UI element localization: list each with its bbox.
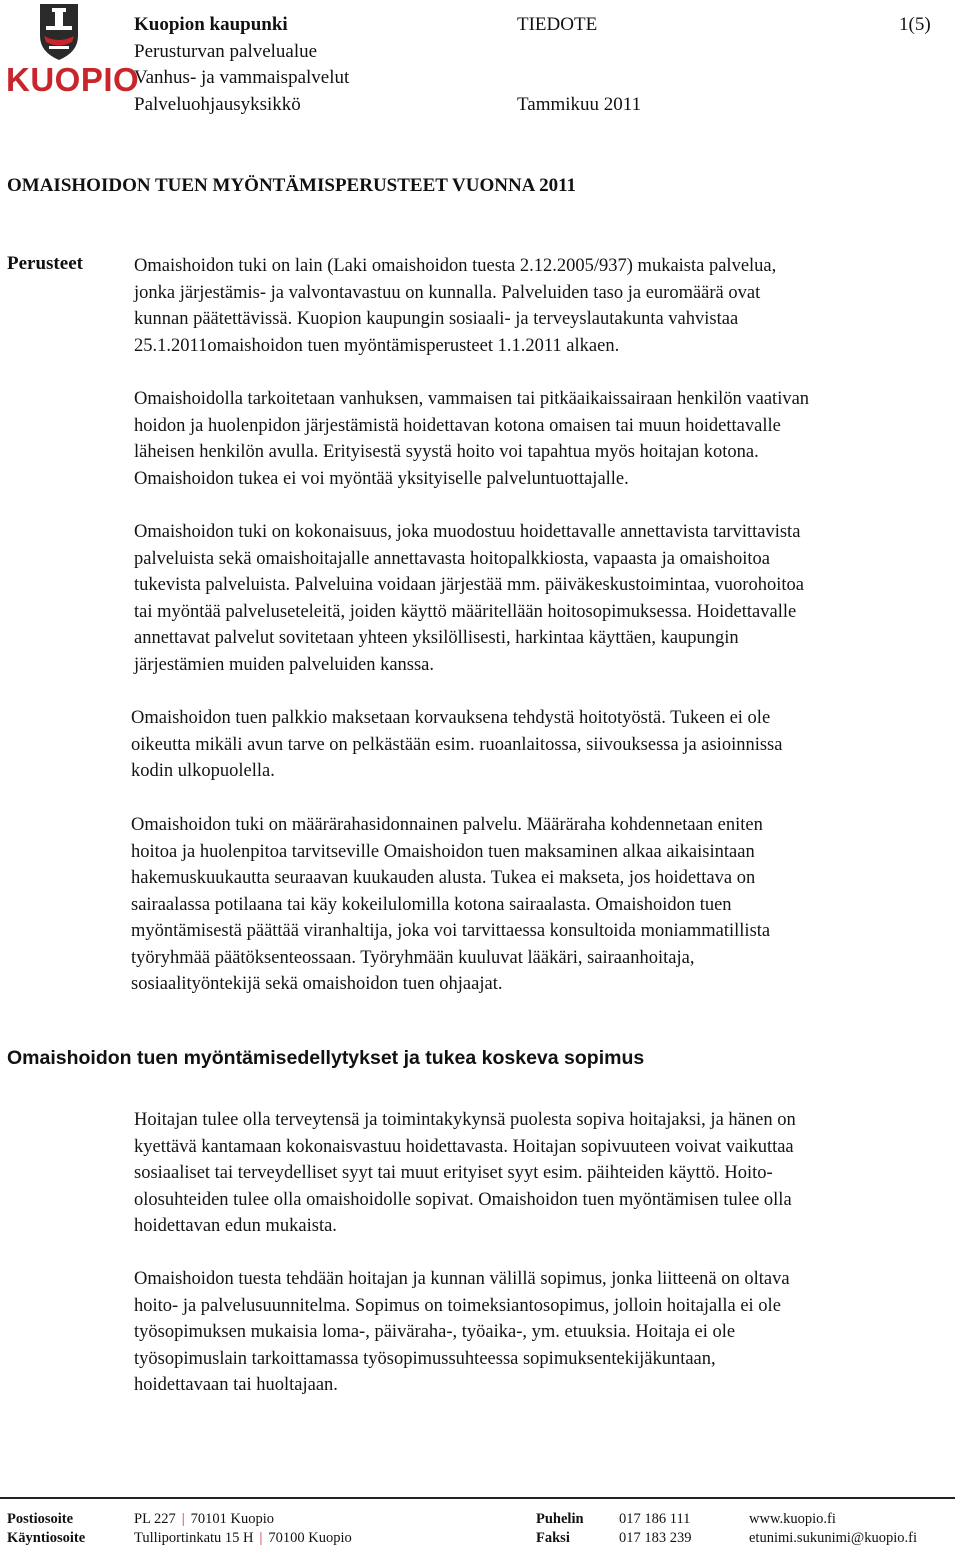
footer-addresses <box>134 1510 352 1548</box>
text-line: Omaishoidolla tarkoitetaan vanhuksen, vammaisen tai pitkäaikaissairaan henkilön vaativan <box>134 389 810 409</box>
text-line: Omaishoidon tuen palkkio maksetaan korvauksena tehdystä hoitotyöstä. Tukeen ei ole <box>131 708 771 728</box>
unit-name: Palveluohjausyksikkö <box>134 94 301 115</box>
text-line: myöntämisestä päättää viranhaltija, joka voi tarvittaessa konsultoida moniammatillista <box>131 921 771 941</box>
text-line: Omaishoidon tuki on määrärahasidonnainen palvelu. Määräraha kohdennetaan eniten <box>131 815 763 835</box>
separator: | <box>181 1511 185 1527</box>
section-heading: Omaishoidon tuen myöntämisedellytykset ja tukea koskeva sopimus <box>7 1047 645 1069</box>
footer-divider <box>0 1497 955 1499</box>
phone-number: 017 186 111 <box>619 1511 691 1527</box>
website-link[interactable]: www.kuopio.fi <box>749 1511 836 1527</box>
text-line: hakemuskuukautta seuraavan kuukauden alusta. Tukea ei makseta, jos hoidettava on <box>131 868 756 888</box>
text-line: kodin ulkopuolella. <box>131 761 275 781</box>
section-label-perusteet: Perusteet <box>7 253 83 274</box>
logo-wordmark: KUOPIO <box>6 61 140 98</box>
paragraph-7 <box>134 1266 790 1399</box>
text-line: työsopimuslain tarkoittamassa työsopimussuhteessa sopimuksentekijäkuntaan, <box>134 1348 716 1369</box>
text-line: järjestämien muiden palveluiden kanssa. <box>134 654 435 675</box>
text-line: työsopimuksen mukaisia loma-, päiväraha-, työaika-, ym. etuuksia. Hoitaja ei ole <box>134 1322 736 1342</box>
text-line: kyettävä kantamaan kokonaisvastuu hoidettavasta. Hoitajan sopivuuteen voivat vaikuttaa <box>134 1136 794 1157</box>
organization-name: Kuopion kaupunki <box>134 14 288 35</box>
document-title: OMAISHOIDON TUEN MYÖNTÄMISPERUSTEET VUONNA 2011 <box>7 175 577 196</box>
department-line-1: Perusturvan palvelualue <box>134 41 318 62</box>
visit-street: Tulliportinkatu 15 H <box>134 1530 254 1546</box>
paragraph-6 <box>134 1107 796 1240</box>
document-type: TIEDOTE <box>517 14 598 35</box>
document-date: Tammikuu 2011 <box>517 94 642 115</box>
text-line: hoidettavaan tai huoltajaan. <box>134 1375 338 1395</box>
text-line: sosiaalityöntekijä sekä omaishoidon tuen ohjaajat. <box>131 974 503 994</box>
fax-number: 017 183 239 <box>619 1530 692 1546</box>
text-line: Omaishoidon tukea ei voi myöntää yksityiselle palveluntuottajalle. <box>134 468 629 489</box>
text-line: olosuhteiden tulee olla omaishoidolle sopivat. Omaishoidon tuen myöntämisen tulee olla <box>134 1189 792 1210</box>
page-number: 1(5) <box>899 14 931 35</box>
text-line: tukevista palveluista. Palveluina voidaan järjestää mm. päiväkeskustoimintaa, vuorohoitoa <box>134 575 804 595</box>
coat-of-arms-icon <box>6 2 112 64</box>
visit-label: Käyntiosoite <box>7 1530 86 1546</box>
text-line: Omaishoidon tuki on kokonaisuus, joka muodostuu hoidettavalle annettavista tarvittavista <box>134 522 801 542</box>
fax-label: Faksi <box>536 1530 570 1546</box>
footer-labels <box>7 1510 85 1548</box>
text-line: sosiaaliset tai terveydelliset syyt tai muut erityiset syyt esim. päihteiden käyttö. Hoito- <box>134 1163 773 1183</box>
text-line: palveluista sekä omaishoitajalle annettavasta hoitopalkkiosta, vapaasta ja omaishoitoa <box>134 548 771 569</box>
footer-web <box>749 1510 917 1548</box>
text-line: työryhmää päätöksenteossaan. Työryhmään kuuluvat lääkäri, sairaanhoitaja, <box>131 947 695 968</box>
phone-label: Puhelin <box>536 1511 584 1527</box>
text-line: tai myöntää palveluseteleitä, joiden käyttö määritellään hoitosopimuksessa. Hoidettavalle <box>134 601 797 622</box>
footer-numbers <box>619 1510 692 1548</box>
email-link[interactable]: etunimi.sukunimi@kuopio.fi <box>749 1530 918 1546</box>
text-line: hoidettavan edun mukaista. <box>134 1216 337 1236</box>
department-line-2: Vanhus- ja vammaispalvelut <box>134 67 350 88</box>
text-line: annettavat palvelut sovitetaan yhteen yksilöllisesti, harkintaa käyttäen, kaupungin <box>134 628 739 648</box>
paragraph-4 <box>131 705 782 785</box>
paragraph-5 <box>131 812 770 998</box>
paragraph-3 <box>134 519 804 678</box>
text-line: oikeutta mikäli avun tarve on pelkästään esim. ruoanlaitossa, siivouksessa ja asioinnissa <box>131 734 783 755</box>
text-line: 25.1.2011omaishoidon tuen myöntämisperusteet 1.1.2011 alkaen. <box>134 335 620 356</box>
text-line: hoidon ja huolenpidon järjestämistä hoidettavan kotona omaisen tai muun hoidettavalle <box>134 415 781 436</box>
text-line: Omaishoidon tuki on lain (Laki omaishoidon tuesta 2.12.2005/937) mukaista palvelua, <box>134 256 777 276</box>
visit-code: 70100 Kuopio <box>268 1530 352 1546</box>
text-line: kunnan päätettävissä. Kuopion kaupungin sosiaali- ja terveyslautakunta vahvistaa <box>134 309 739 329</box>
text-line: jonka järjestämis- ja valvontavastuu on kunnalla. Palveluiden taso ja euromäärä ovat <box>134 282 761 303</box>
postal-code: 70101 Kuopio <box>190 1511 275 1527</box>
text-line: läheisen henkilön avulla. Erityisestä syystä hoito voi tapahtua myös hoitajan kotona. <box>134 442 759 462</box>
postal-box: PL 227 <box>134 1511 176 1527</box>
text-line: Hoitajan tulee olla terveytensä ja toimintakykynsä puolesta sopiva hoitajaksi, ja hänen on <box>134 1110 796 1130</box>
paragraph-2 <box>134 386 809 492</box>
postal-label: Postiosoite <box>7 1511 74 1527</box>
separator: | <box>259 1530 263 1546</box>
text-line: hoito- ja palvelusuunnitelma. Sopimus on toimeksiantosopimus, jolloin hoitajalla ei ole <box>134 1295 781 1316</box>
text-line: Omaishoidon tuesta tehdään hoitajan ja kunnan välillä sopimus, jonka liitteenä on oltava <box>134 1269 790 1289</box>
footer-phone-labels <box>536 1510 584 1548</box>
text-line: hoitoa ja huolenpitoa tarvitseville Omaishoidon tuen maksaminen alkaa aikaisintaan <box>131 841 755 862</box>
text-line: sairaalassa potilaana tai käy kokeilulomilla kotona sairaalasta. Omaishoidon tuen <box>131 894 732 915</box>
paragraph-1 <box>134 253 776 359</box>
